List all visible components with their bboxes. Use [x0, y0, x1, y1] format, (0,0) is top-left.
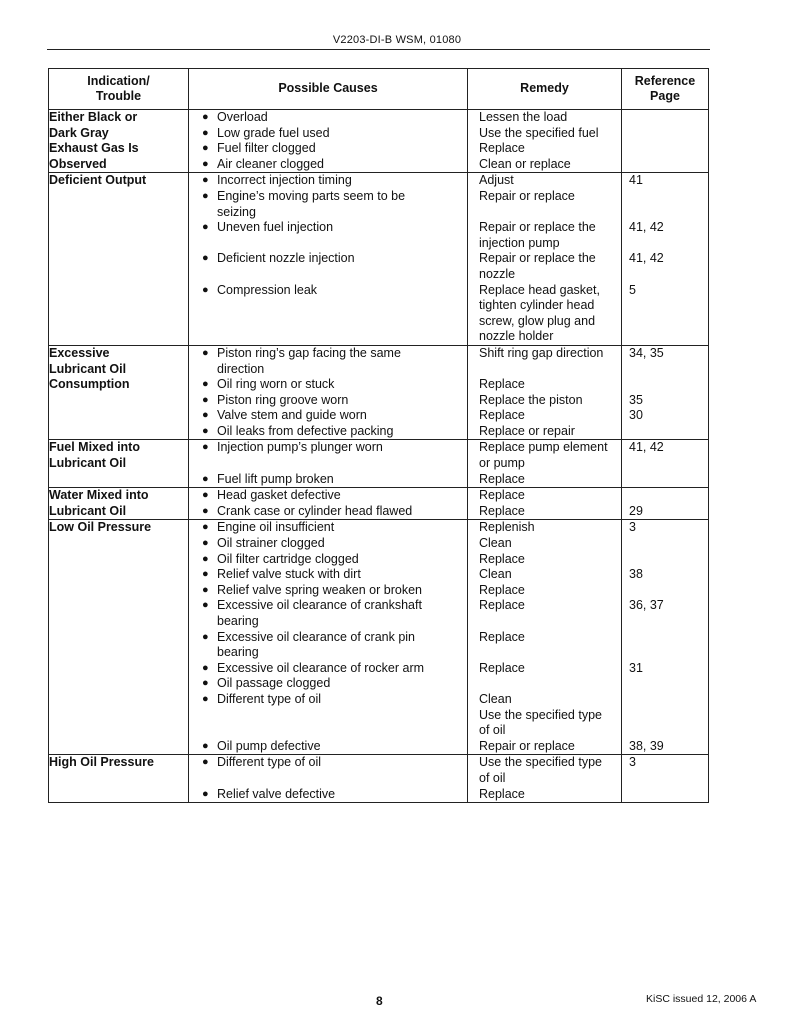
causes-cell	[189, 440, 468, 488]
indication-line: Deficient Output	[49, 173, 147, 188]
bullet-icon: ●	[202, 568, 209, 581]
cause-text: Incorrect injection timing	[217, 173, 352, 188]
reference-line: 35	[629, 392, 643, 407]
remedy-line	[468, 205, 621, 221]
table-row	[49, 345, 709, 440]
table-header-row	[49, 69, 709, 110]
bullet-icon: ●	[202, 677, 209, 690]
cause-text: Excessive oil clearance of rocker arm	[217, 660, 425, 675]
column-header-indication	[49, 69, 189, 110]
cause-text: Low grade fuel used	[217, 125, 330, 140]
indication-cell	[49, 440, 189, 488]
cause-line	[189, 141, 467, 157]
reference-line	[622, 189, 708, 205]
cause-line	[189, 645, 467, 661]
reference-line	[622, 676, 708, 692]
cause-line	[189, 283, 467, 299]
reference-line: 31	[629, 660, 643, 675]
cause-line	[189, 692, 467, 708]
cause-text: Valve stem and guide worn	[217, 408, 367, 423]
cause-line	[189, 661, 467, 677]
page-number: 8	[376, 994, 383, 1008]
cause-line	[189, 314, 467, 330]
indication-cell	[49, 110, 189, 173]
remedy-line: of oil	[479, 723, 506, 738]
reference-line	[622, 298, 708, 314]
remedy-line: screw, glow plug and	[479, 313, 596, 328]
indication-cell	[49, 173, 189, 346]
remedy-line	[468, 676, 621, 692]
header-line: Trouble	[95, 89, 142, 103]
cause-line	[189, 173, 467, 189]
reference-line	[622, 329, 708, 345]
cause-line	[189, 110, 467, 126]
remedy-line: Replace	[479, 786, 525, 801]
bullet-icon: ●	[202, 174, 209, 187]
bullet-icon: ●	[202, 504, 209, 517]
reference-line: 29	[629, 503, 643, 518]
cause-text: Fuel lift pump broken	[217, 471, 334, 486]
reference-line	[622, 645, 708, 661]
header-line: Indication/	[87, 73, 150, 88]
bullet-icon: ●	[202, 489, 209, 502]
reference-line	[622, 614, 708, 630]
bullet-icon: ●	[202, 393, 209, 406]
bullet-icon: ●	[202, 599, 209, 612]
cause-line	[189, 708, 467, 724]
bullet-icon: ●	[202, 142, 209, 155]
cause-line	[189, 456, 467, 472]
reference-line	[622, 236, 708, 252]
remedy-line: Shift ring gap direction	[479, 345, 604, 360]
remedy-line: Use the specified fuel	[479, 125, 599, 140]
indication-line: Observed	[49, 156, 107, 171]
cause-line	[189, 614, 467, 630]
bullet-icon: ●	[202, 252, 209, 265]
remedy-line: tighten cylinder head	[479, 298, 595, 313]
cause-line	[189, 440, 467, 456]
reference-line: 38, 39	[629, 738, 664, 753]
reference-cell	[622, 345, 709, 440]
remedy-line: Replace pump element	[479, 440, 608, 455]
remedy-line: injection pump	[479, 235, 560, 250]
reference-line	[622, 552, 708, 568]
bullet-icon: ●	[202, 661, 209, 674]
reference-line	[622, 472, 708, 488]
reference-line	[622, 314, 708, 330]
reference-line	[622, 456, 708, 472]
indication-line: Consumption	[49, 377, 130, 392]
header-rule	[47, 49, 710, 50]
causes-cell	[189, 755, 468, 803]
remedy-line: Replace	[479, 660, 525, 675]
causes-cell	[189, 520, 468, 755]
cause-text: Piston ring’s gap facing the same	[217, 345, 401, 360]
cause-text: Relief valve stuck with dirt	[217, 567, 361, 582]
reference-cell	[622, 440, 709, 488]
reference-line	[622, 126, 708, 142]
indication-cell	[49, 345, 189, 440]
cause-line	[189, 408, 467, 424]
cause-line	[189, 236, 467, 252]
remedy-line: Replace	[479, 551, 525, 566]
cause-line	[189, 220, 467, 236]
troubleshooting-table	[48, 68, 709, 803]
indication-line: High Oil Pressure	[49, 755, 154, 770]
reference-cell	[622, 520, 709, 755]
reference-line	[622, 692, 708, 708]
remedy-line: Clean	[479, 567, 512, 582]
issue-info: KiSC issued 12, 2006 A	[646, 993, 757, 1005]
reference-cell	[622, 488, 709, 520]
reference-line: 41	[629, 173, 643, 188]
cause-text: Compression leak	[217, 282, 318, 297]
remedy-line: Use the specified type	[479, 755, 602, 770]
bullet-icon: ●	[202, 583, 209, 596]
indication-line: Dark Gray	[49, 125, 109, 140]
bullet-icon: ●	[202, 283, 209, 296]
cause-text: Piston ring groove worn	[217, 392, 349, 407]
remedy-line: or pump	[479, 456, 525, 471]
remedy-line	[468, 362, 621, 378]
bullet-icon: ●	[202, 346, 209, 359]
causes-cell	[189, 488, 468, 520]
cause-line	[189, 298, 467, 314]
cause-text: Excessive oil clearance of crank pin	[217, 629, 416, 644]
cause-text: Engine oil insufficient	[217, 520, 335, 535]
remedy-line: of oil	[479, 770, 506, 785]
remedy-line: Clean	[479, 691, 512, 706]
reference-line	[622, 424, 708, 440]
table-body	[49, 110, 709, 803]
reference-line	[622, 630, 708, 646]
cause-text: seizing	[217, 204, 256, 219]
cause-line	[189, 205, 467, 221]
cause-text: Oil leaks from defective packing	[217, 423, 394, 438]
indication-line: Low Oil Pressure	[49, 520, 152, 535]
bullet-icon: ●	[202, 378, 209, 391]
bullet-icon: ●	[202, 472, 209, 485]
indication-line: Lubricant Oil	[49, 503, 127, 518]
cause-line	[189, 583, 467, 599]
reference-line	[622, 362, 708, 378]
remedy-line: Replace	[479, 598, 525, 613]
remedy-cell	[468, 755, 622, 803]
bullet-icon: ●	[202, 756, 209, 769]
header-line: Possible Causes	[278, 81, 378, 96]
cause-text: Relief valve spring weaken or broken	[217, 582, 422, 597]
reference-line	[622, 377, 708, 393]
cause-text: Oil passage clogged	[217, 676, 331, 691]
cause-line	[189, 488, 467, 504]
reference-line: 36, 37	[629, 598, 664, 613]
indication-line: Exhaust Gas Is	[49, 141, 139, 156]
reference-line: 3	[629, 755, 636, 770]
remedy-line: Replace	[479, 629, 525, 644]
remedy-line: Replace	[479, 503, 525, 518]
indication-line: Either Black or	[49, 110, 138, 124]
remedy-line: Replace head gasket,	[479, 282, 600, 297]
cause-text: bearing	[217, 645, 259, 660]
reference-line: 41, 42	[629, 440, 664, 455]
column-header-reference	[622, 69, 709, 110]
bullet-icon: ●	[202, 189, 209, 202]
remedy-line: Lessen the load	[479, 110, 568, 124]
cause-line	[189, 755, 467, 771]
indication-cell	[49, 755, 189, 803]
remedy-line: Replace or repair	[479, 423, 575, 438]
indication-line: Water Mixed into	[49, 488, 149, 503]
remedy-cell	[468, 520, 622, 755]
cause-text: Uneven fuel injection	[217, 220, 334, 235]
remedy-line: Replenish	[479, 520, 535, 535]
reference-line	[622, 205, 708, 221]
cause-text: Oil strainer clogged	[217, 536, 325, 551]
remedy-line: Replace the piston	[479, 392, 583, 407]
reference-line	[622, 488, 708, 504]
reference-line	[622, 267, 708, 283]
cause-line	[189, 189, 467, 205]
cause-text: Injection pump’s plunger worn	[217, 440, 383, 455]
cause-text: Deficient nozzle injection	[217, 251, 355, 266]
remedy-line: Clean or replace	[479, 156, 571, 171]
bullet-icon: ●	[202, 409, 209, 422]
reference-line	[622, 583, 708, 599]
remedy-line: Use the specified type	[479, 707, 602, 722]
bullet-icon: ●	[202, 157, 209, 170]
indication-line: Lubricant Oil	[49, 361, 127, 376]
reference-line	[622, 771, 708, 787]
reference-line	[622, 708, 708, 724]
table-row	[49, 440, 709, 488]
cause-line	[189, 630, 467, 646]
reference-cell	[622, 755, 709, 803]
table-row	[49, 173, 709, 346]
reference-line	[622, 787, 708, 803]
remedy-line	[468, 614, 621, 630]
cause-text: Excessive oil clearance of crankshaft	[217, 598, 422, 613]
bullet-icon: ●	[202, 537, 209, 550]
cause-line	[189, 472, 467, 488]
remedy-line: Replace	[479, 408, 525, 423]
remedy-line: Adjust	[479, 173, 514, 188]
cause-text: Head gasket defective	[217, 488, 341, 503]
bullet-icon: ●	[202, 552, 209, 565]
indication-cell	[49, 488, 189, 520]
reference-line	[622, 110, 708, 126]
remedy-line: Replace	[479, 582, 525, 597]
bullet-icon: ●	[202, 739, 209, 752]
remedy-cell	[468, 440, 622, 488]
cause-text: Different type of oil	[217, 691, 321, 706]
cause-line	[189, 598, 467, 614]
remedy-cell	[468, 488, 622, 520]
reference-line: 38	[629, 567, 643, 582]
remedy-cell	[468, 345, 622, 440]
causes-cell	[189, 173, 468, 346]
remedy-line: Repair or replace the	[479, 251, 596, 266]
cause-line	[189, 377, 467, 393]
cause-text: Oil filter cartridge clogged	[217, 551, 359, 566]
reference-line: 41, 42	[629, 220, 664, 235]
cause-text: Fuel filter clogged	[217, 141, 316, 156]
reference-line	[622, 536, 708, 552]
cause-line	[189, 552, 467, 568]
cause-text: Air cleaner clogged	[217, 156, 325, 171]
reference-line: 30	[629, 408, 643, 423]
remedy-line: Replace	[479, 141, 525, 156]
remedy-line: Repair or replace the	[479, 220, 596, 235]
bullet-icon: ●	[202, 692, 209, 705]
remedy-cell	[468, 110, 622, 173]
reference-line: 3	[629, 520, 636, 535]
cause-line	[189, 739, 467, 755]
table-row	[49, 755, 709, 803]
causes-cell	[189, 110, 468, 173]
reference-line: 41, 42	[629, 251, 664, 266]
reference-line	[622, 157, 708, 173]
cause-line	[189, 424, 467, 440]
bullet-icon: ●	[202, 111, 209, 123]
cause-line	[189, 787, 467, 803]
indication-line: Lubricant Oil	[49, 456, 127, 471]
bullet-icon: ●	[202, 630, 209, 643]
cause-line	[189, 723, 467, 739]
remedy-line	[468, 645, 621, 661]
cause-line	[189, 393, 467, 409]
cause-text: Oil pump defective	[217, 738, 321, 753]
bullet-icon: ●	[202, 787, 209, 800]
cause-line	[189, 157, 467, 173]
bullet-icon: ●	[202, 441, 209, 454]
header-line: Remedy	[520, 81, 569, 96]
causes-cell	[189, 345, 468, 440]
cause-line	[189, 362, 467, 378]
indication-line: Excessive	[49, 345, 110, 360]
cause-text: Engine’s moving parts seem to be	[217, 188, 406, 203]
cause-line	[189, 267, 467, 283]
reference-line: 34, 35	[629, 345, 664, 360]
remedy-line: Replace	[479, 377, 525, 392]
remedy-line: Repair or replace	[479, 188, 575, 203]
bullet-icon: ●	[202, 424, 209, 437]
table-row	[49, 520, 709, 755]
table-row	[49, 488, 709, 520]
cause-text: Crank case or cylinder head flawed	[217, 503, 413, 518]
cause-text: Oil ring worn or stuck	[217, 377, 335, 392]
cause-line	[189, 251, 467, 267]
cause-text: bearing	[217, 614, 259, 628]
cause-line	[189, 520, 467, 536]
reference-line	[622, 141, 708, 157]
cause-line	[189, 346, 467, 362]
remedy-line: nozzle holder	[479, 329, 554, 344]
cause-line	[189, 771, 467, 787]
reference-line	[622, 723, 708, 739]
cause-line	[189, 567, 467, 583]
cause-text: direction	[217, 361, 265, 376]
column-header-causes	[189, 69, 468, 110]
table-row	[49, 110, 709, 173]
cause-text: Relief valve defective	[217, 786, 336, 801]
cause-line	[189, 504, 467, 520]
cause-text: Overload	[217, 110, 268, 124]
indication-cell	[49, 520, 189, 755]
column-header-remedy	[468, 69, 622, 110]
remedy-line: Replace	[479, 488, 525, 503]
cause-line	[189, 126, 467, 142]
indication-line: Fuel Mixed into	[49, 440, 140, 455]
cause-line	[189, 329, 467, 345]
bullet-icon: ●	[202, 126, 209, 139]
reference-line: 5	[629, 282, 636, 297]
reference-cell	[622, 110, 709, 173]
header-line: Page	[650, 89, 680, 103]
remedy-line: nozzle	[479, 266, 516, 281]
remedy-cell	[468, 173, 622, 346]
header-line: Reference	[634, 73, 696, 88]
reference-cell	[622, 173, 709, 346]
document-code: V2203-DI-B WSM, 01080	[332, 34, 462, 46]
remedy-line: Replace	[479, 471, 525, 486]
bullet-icon: ●	[202, 221, 209, 234]
remedy-line: Clean	[479, 536, 512, 551]
remedy-line: Repair or replace	[479, 738, 575, 753]
bullet-icon: ●	[202, 521, 209, 534]
cause-line	[189, 536, 467, 552]
cause-text: Different type of oil	[217, 755, 321, 770]
cause-line	[189, 676, 467, 692]
